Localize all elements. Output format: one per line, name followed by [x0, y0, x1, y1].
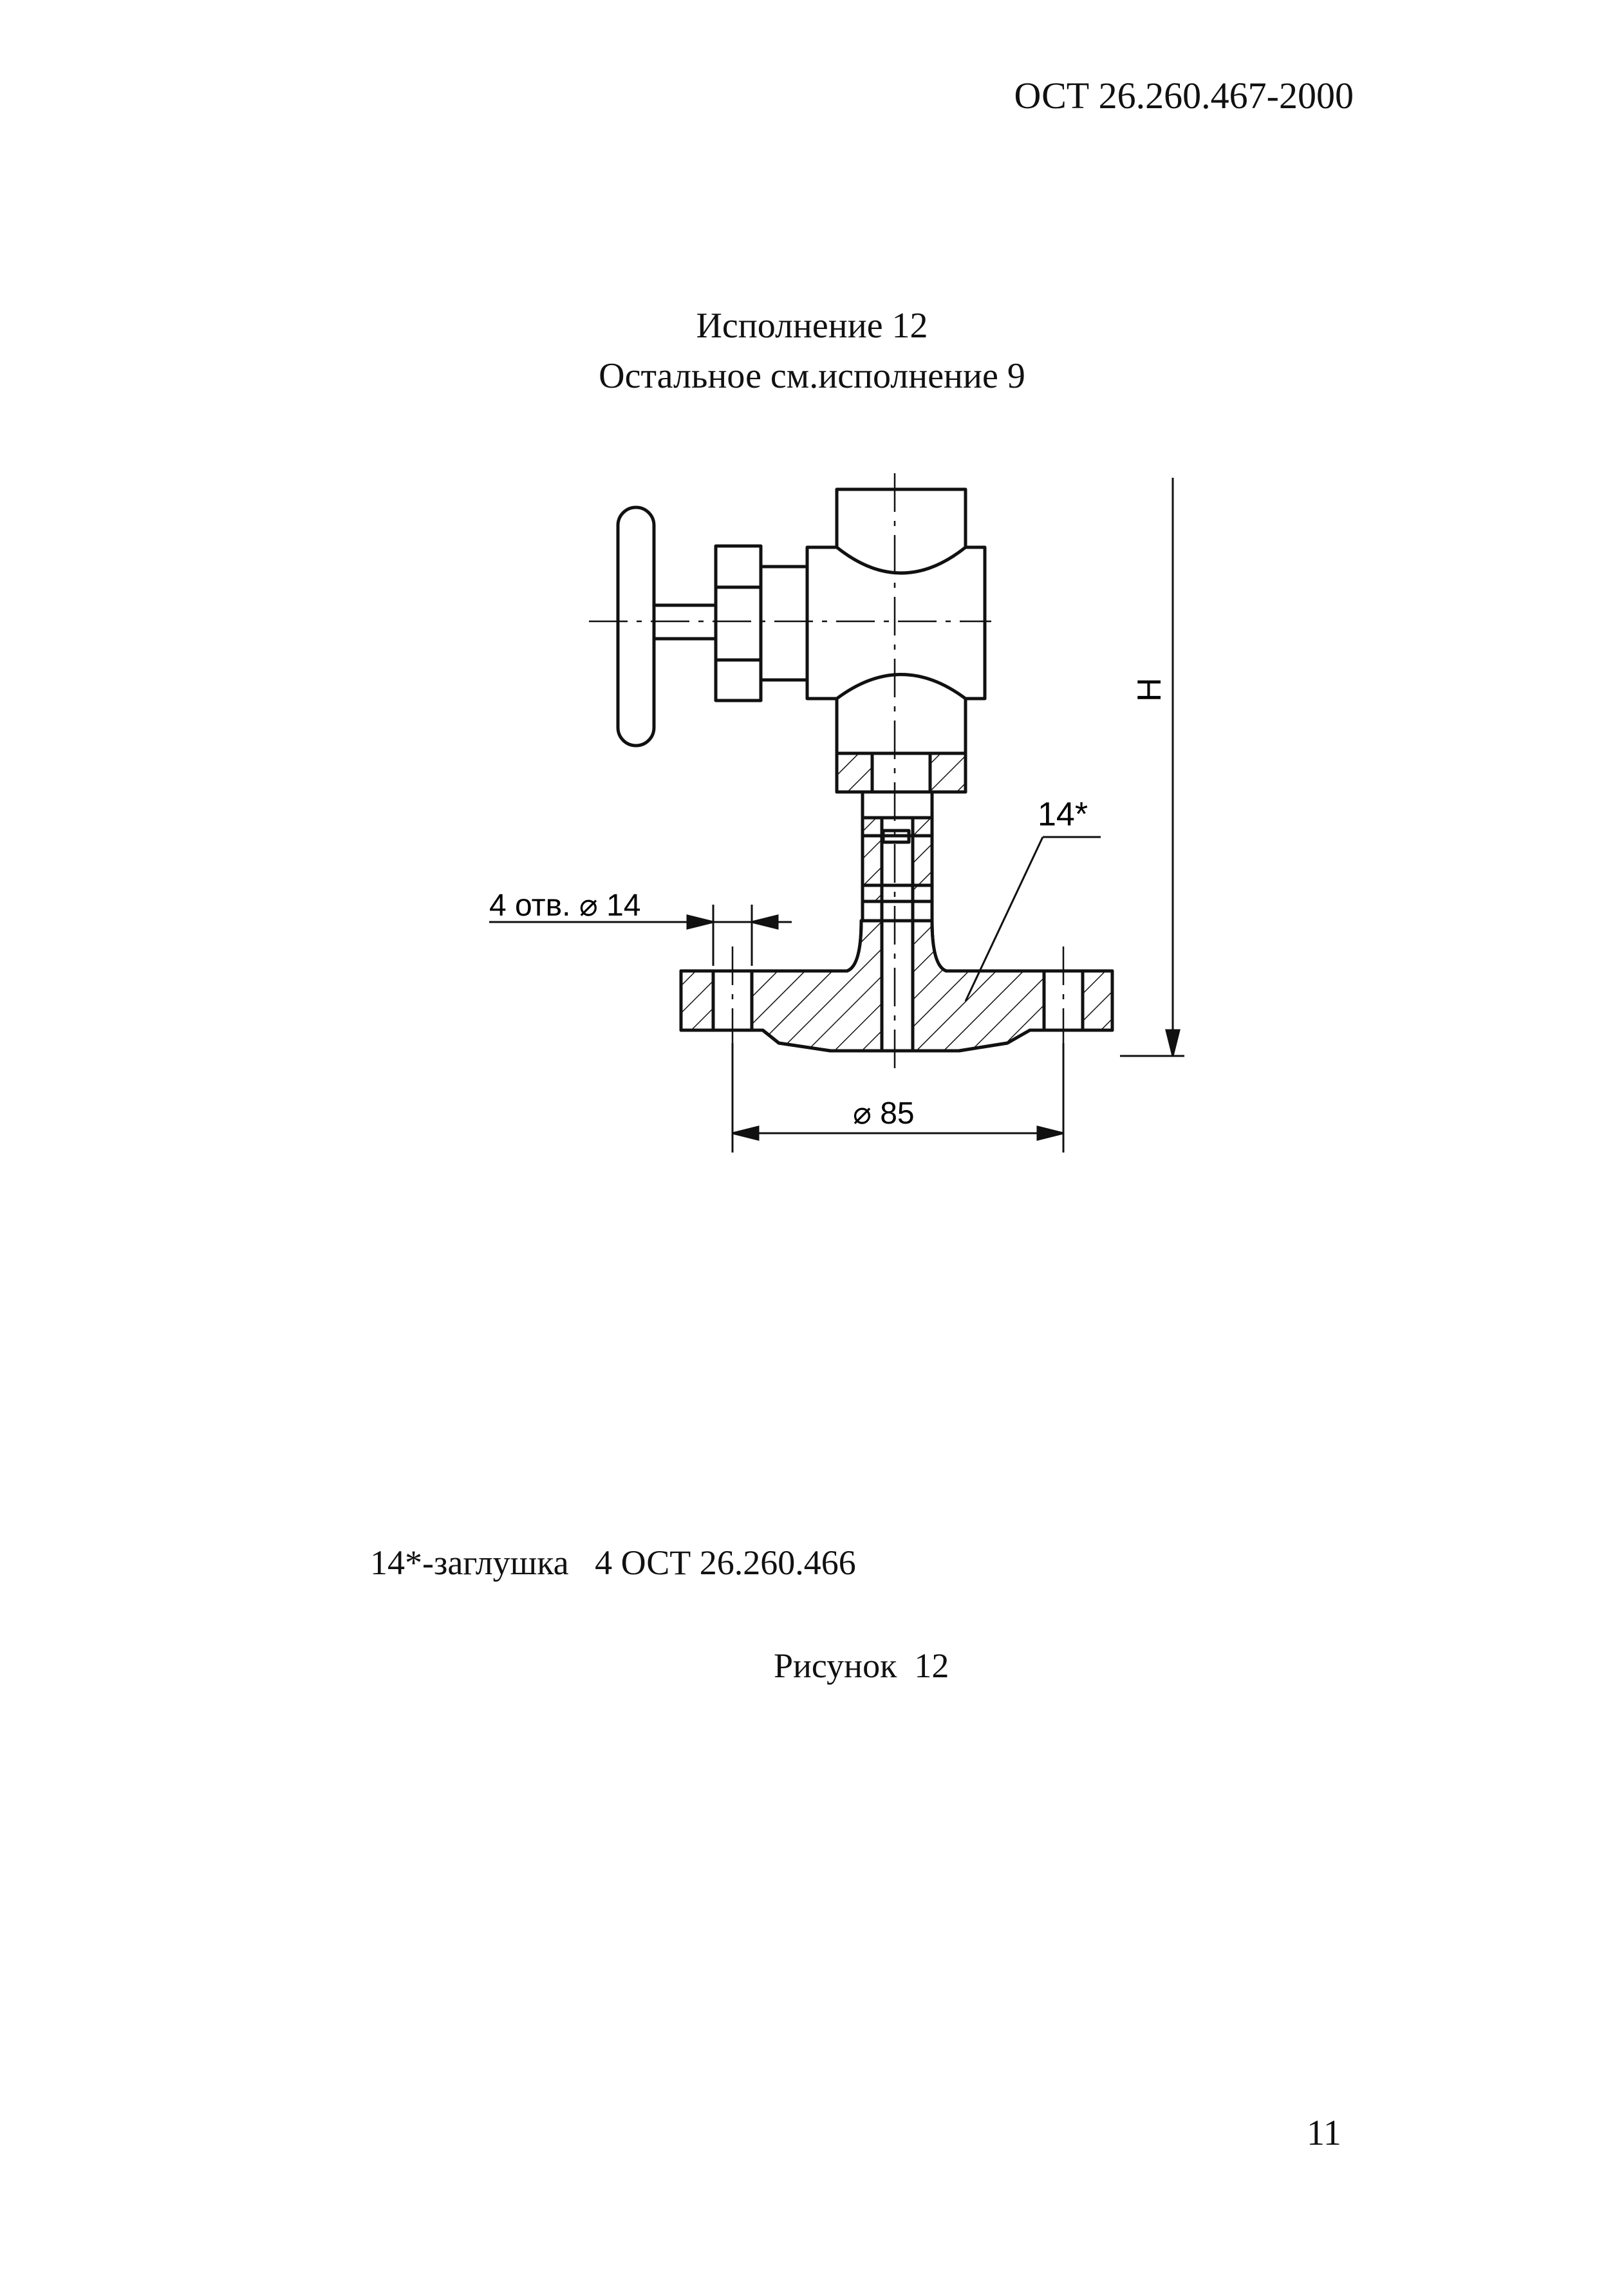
dim-height-label: Н	[1131, 677, 1168, 702]
variant-title: Исполнение 12	[696, 306, 928, 346]
bonnet	[761, 567, 807, 680]
holes-dim-label: 4 отв. ⌀ 14	[489, 889, 641, 923]
handwheel	[618, 507, 654, 746]
footnote: 14*-заглушка 4 ОСТ 26.260.466	[370, 1543, 856, 1582]
page-number: 11	[1307, 2113, 1341, 2153]
valve-body	[807, 489, 985, 753]
document-code: ОСТ 26.260.467-2000	[1014, 75, 1354, 117]
figure-caption: Рисунок 12	[774, 1646, 949, 1685]
gland-nut	[716, 546, 761, 701]
variant-subtitle: Остальное см.исполнение 9	[599, 356, 1025, 396]
plug-callout-label: 14*	[1038, 796, 1088, 833]
diameter-dim-label: ⌀ 85	[853, 1097, 915, 1131]
